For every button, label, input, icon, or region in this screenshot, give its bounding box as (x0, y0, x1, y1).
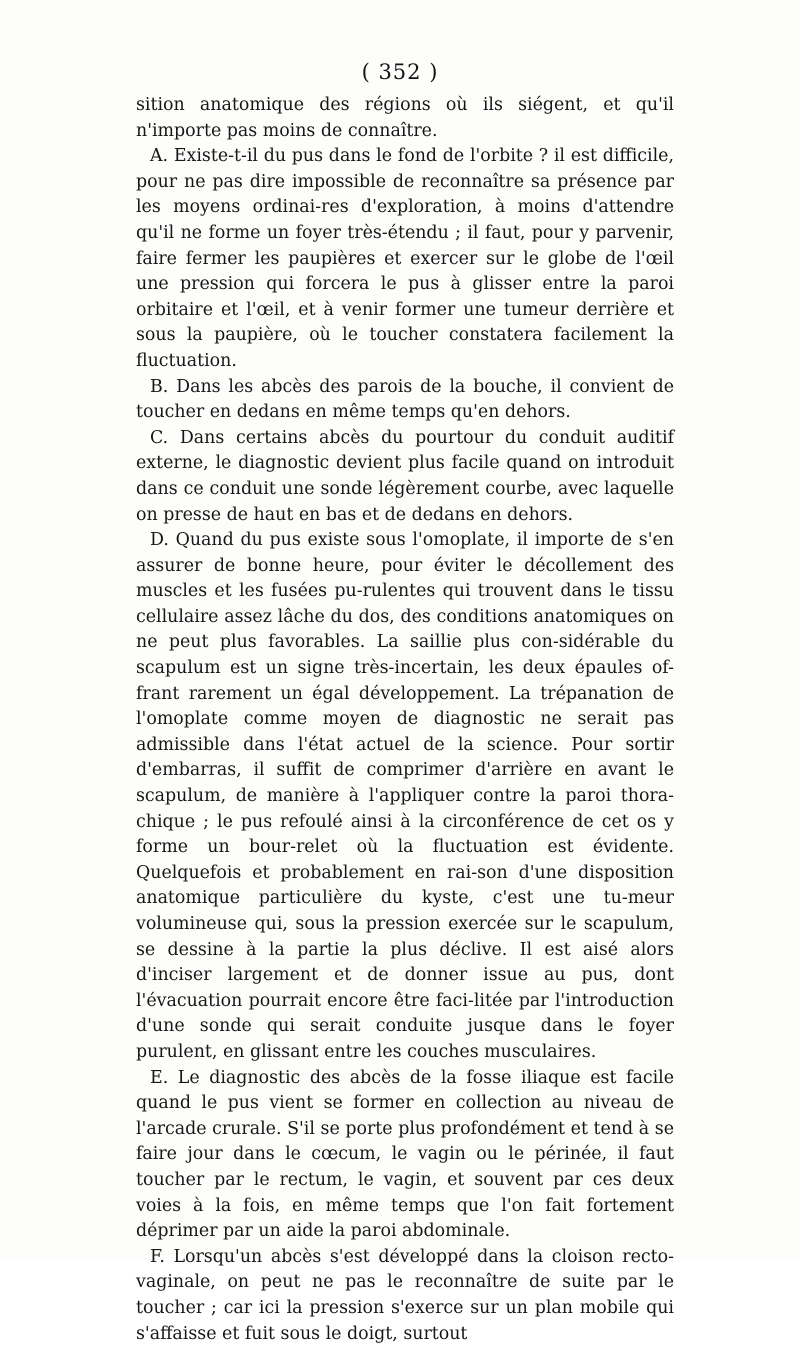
paragraph-b: B. Dans les abcès des parois de la bouche, il convient de toucher en dedans en même temps qu'en dehors. (136, 376, 674, 423)
page-number: ( 352 ) (361, 60, 439, 84)
paragraph-continuation: sition anatomique des régions où ils siégent, et qu'il n'importe pas moins de connaître. (136, 95, 674, 141)
paragraph-d: D. Quand du pus existe sous l'omoplate, il importe de s'en assurer de bonne heure, pour éviter le décollement des muscles et les fusées pu-rulentes qui trouvent dans le tissu cellulaire assez lâche du dos, des conditions anatomiques on ne peut plus favorables. La saillie plus con-sidérable du scapulum est un signe très-incertain, les deux épaules of-frant rarement un égal développement. La trépanation de l'omoplate comme moyen de diagnostic ne serait pas admissible dans l'état actuel de la science. Pour sortir d'embarras, il suffit de comprimer d'arrière en avant le scapulum, de manière à l'appliquer contre la paroi thora-chique ; le pus refoulé ainsi à la circonférence de cet os y forme un bour-relet où la fluctuation est évidente. Quelquefois et probablement en rai-son d'une disposition anatomique particulière du kyste, c'est une tu-meur volumineuse qui, sous la pression exercée sur le scapulum, se dessine à la partie la plus déclive. Il est aisé alors d'inciser largement et de donner issue au pus, dont l'évacuation pourrait encore être faci-litée par l'introduction d'une sonde qui serait conduite jusque dans le foyer purulent, en glissant entre les couches musculaires. (136, 530, 674, 1062)
paragraph-a: A. Existe-t-il du pus dans le fond de l'orbite ? il est difficile, pour ne pas dire impossible de reconnaître sa présence par les moyens ordinai-res d'exploration, à moins d'attendre qu'il ne forme un foyer très-étendu ; il faut, pour y parvenir, faire fermer les paupières et exercer sur le globe de l'œil une pression qui forcera le pus à glisser entre la paroi orbitaire et l'œil, et à venir former une tumeur derrière et sous la paupière, où le toucher constatera facilement la fluctuation. (136, 146, 674, 371)
paragraph-c: C. Dans certains abcès du pourtour du conduit auditif externe, le diagnostic devient plus facile quand on introduit dans ce conduit une sonde légèrement courbe, avec laquelle on presse de haut en bas et de dedans en dehors. (136, 427, 674, 525)
body-text (136, 93, 674, 1347)
paragraph-e: E. Le diagnostic des abcès de la fosse iliaque est facile quand le pus vient se former en collection au niveau de l'arcade crurale. S'il se porte plus profondément et tend à se faire jour dans le cœcum, le vagin ou le périnée, il faut toucher par le rectum, le vagin, et souvent par ces deux voies à la fois, en même temps que l'on fait fortement déprimer par un aide la paroi abdominale. (136, 1067, 674, 1242)
paragraph-f: F. Lorsqu'un abcès s'est développé dans la cloison recto-vaginale, on peut ne pas le reconnaître de suite par le toucher ; car ici la pression s'exerce sur un plan mobile qui s'affaisse et fuit sous le doigt, surtout (136, 1246, 674, 1344)
